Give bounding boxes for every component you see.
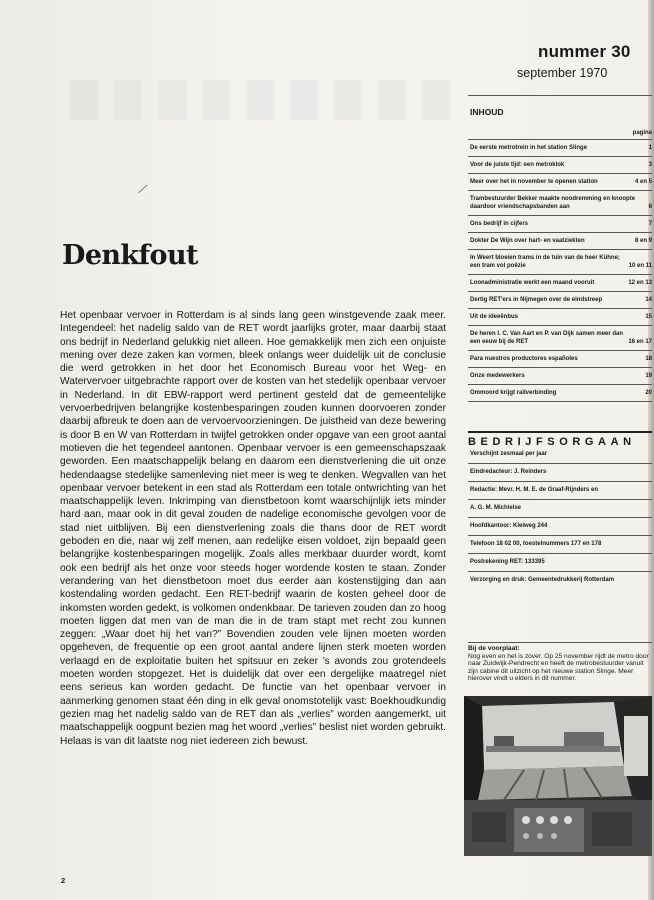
contents-item-page: 8 en 9 (634, 238, 652, 244)
contents-item-title: Onze medewerkers (470, 373, 525, 379)
contents-item (468, 216, 652, 233)
table-of-contents (468, 95, 652, 402)
contents-item-title: In Weert bloeien trams in de tuin van de heer Kühne; een tram vol poëzie (470, 255, 620, 269)
colophon-line: Postrekening RET: 133395 (468, 553, 652, 571)
contents-item-page: 19 (645, 373, 652, 379)
contents-item (468, 275, 652, 292)
caption-text: Nog even en het is zover. Op 25 november rijdt de metro door naar Zuidwijk-Pendrecht en heeft de metrobestuurder vanuit zijn cabine dit uitzicht op het nieuwe station Slinge. Meer hierover vindt u elders in dit nummer. (468, 652, 649, 683)
caption-rule (468, 642, 652, 643)
contents-item-title: Dokter De Wijn over hart- en vaatziekten (470, 238, 585, 244)
contents-item-page: 14 (645, 297, 652, 303)
contents-item (468, 385, 652, 402)
contents-item-title: Uit de ideeënbus (470, 314, 519, 320)
contents-item (468, 368, 652, 385)
contents-item-title: Meer over het in november te openen station (470, 179, 598, 185)
contents-item-page: 3 (648, 162, 652, 168)
contents-item-page: 12 en 13 (628, 280, 652, 286)
colophon-line: Telefoon 18 02 00, toestelnummers 177 en 178 (468, 535, 652, 553)
contents-item (468, 326, 652, 351)
colophon-line: Verzorging en druk: Gemeentedrukkerij Rotterdam (468, 571, 652, 589)
contents-item-page: 10 en 11 (628, 263, 652, 269)
metro-cab-view-image (464, 696, 652, 856)
contents-list (468, 139, 652, 402)
contents-item-title: Dertig RET'ers in Nijmegen over de eindstreep (470, 297, 603, 303)
contents-item (468, 157, 652, 174)
colophon-line: Redactie: Mevr. H. M. E. de Graaf-Rijnders en (468, 481, 652, 499)
cover-photo (464, 696, 652, 856)
colophon-line: A. G. M. Michielse (468, 499, 652, 517)
contents-item (468, 174, 652, 191)
contents-item-page: 4 en 5 (634, 179, 652, 185)
cover-caption (468, 642, 652, 683)
contents-item-title: Para nuestros productores españoles (470, 356, 578, 362)
contents-item-title: Ommoord krijgt railverbinding (470, 390, 557, 396)
contents-item-page: 16 en 17 (628, 339, 652, 345)
contents-item (468, 309, 652, 326)
contents-item (468, 233, 652, 250)
colophon-title: BEDRIJFSORGAAN (468, 431, 652, 450)
colophon (468, 431, 652, 589)
page-column-label: pagina (632, 130, 652, 136)
show-through-print (70, 80, 450, 120)
contents-item-page: 7 (648, 221, 652, 227)
colophon-lines (468, 450, 652, 589)
contents-item-page: 6 (648, 204, 652, 210)
contents-item-title: De heren I. C. Van Aart en P. van Dijk samen meer dan een eeuw bij de RET (470, 331, 624, 345)
colophon-line: Verschijnt zesmaal per jaar (470, 451, 548, 457)
contents-item (468, 140, 652, 157)
contents-item-page: 18 (645, 356, 652, 362)
ink-mark: ╱ (138, 183, 148, 195)
contents-heading: INHOUD (470, 107, 504, 117)
contents-top-rule (468, 95, 652, 96)
contents-item (468, 351, 652, 368)
contents-item-title: De eerste metrotrein in het station Slinge (470, 145, 588, 151)
page-number: 2 (61, 876, 66, 885)
article-body: Het openbaar vervoer in Rotterdam is al sinds lang geen winstgevende zaak meer. Integendeel: het nadelig saldo van de RET wordt jaarlijks groter, maar daarbij staat ons bedrijf in Nederland gelukkig niet alleen. Hoe gemakkelijk men zich een onjuiste mening over deze zaken kan vormen, bleek onlangs weer duidelijk uit de conclusie die werd getrokken in het door het Economisch Bureau voor het Weg- en Watervervoer uitgebrachte rapport over de kosten van het stedelijk openbaar vervoer in Nederland. In dit EBW-rapport werd pertinent gesteld dat de gemeentelijke vervoerbedrijven belangrijke kostenbesparingen zouden kunnen doorvoeren zonder daarbij afbreuk te doen aan de vervoervoorzieningen. De juistheid van deze bewering is door B en W van Rotterdam in twijfel getrokken onder opgave van een groot aantal motieven die het tegendeel aantonen. Openbaar vervoer is een gemeenschapszaak geworden. Een maatschappelijk belang en daarom een dienstverlening die uit onze hedendaagse stedelijke samenleving niet meer is weg te denken. Wegvallen van het openbaar vervoer betekent in een stad als Rotterdam een totale ontwrichting van het maatschappelijk leven. Inkrimping van dienstbetoon komt waarschijnlijk iets minder hard aan, maar ook in dit geval zouden de nadelige economische gevolgen voor de stad niet uitblijven. Bij een dienstverlening zoals die thans door de RET wordt geboden en die, naar wij zelf menen, aan redelijke eisen voldoet, zijn bepaald geen belangrijke kostenbesparingen mogelijk. Zoals alles merkbaar duurder wordt, komt ook een bedrijf als het onze voor steeds hoger wordende kosten te staan. Zonder verandering van het dienstbetoon moet dus eerder aan kostenstijging dan aan kostendaling worden gedacht. Een RET-bedrijf waarin de kosten geheel door de inkomsten worden gedekt, is volkomen ondenkbaar. De tarieven zouden dan zo hoog moeten liggen dat men van de man die in de tram stapt met recht zou kunnen zeggen: „Waar doet hij het van?” Bovendien zouden vele lijnen moeten worden opgeheven, de frequentie op een groot aantal andere lijnen sterk moeten worden verlaagd en de exploitatie buiten het spitsuur en zeker ’s avonds zou grotendeels moeten worden stopgezet. Het is duidelijk dat over een dergelijke maatregel niet eens serieus kan worden gedacht. De functie van het openbaar vervoer in aanmerking genomen staat één ding in elk geval onomstotelijk vast: Boekhoudkundig gezien mag het nadelig saldo van de RET dan als „verlies” worden aangemerkt, uit maatschappelijk oogpunt bezien mag het woord „verlies” beslist niet worden gebruikt. Helaas is van dit laatste nog niet iedereen zich bewust. (60, 310, 446, 747)
colophon-line: Hoofdkantoor: Kleiweg 244 (468, 517, 652, 535)
contents-item-title: Trambestuurder Bekker maakte noodremming en knoopte daardoor vriendschapsbanden aan (470, 196, 636, 210)
contents-item-title: Ons bedrijf in cijfers (470, 221, 529, 227)
issue-number: nummer 30 (538, 42, 631, 61)
article-title: Denkfout (62, 240, 198, 271)
contents-item-page: 15 (645, 314, 652, 320)
contents-item-title: Loonadministratie werkt een maand vooruit (470, 280, 595, 286)
contents-item-page: 1 (648, 145, 652, 151)
contents-item (468, 250, 652, 275)
contents-item (468, 292, 652, 309)
contents-item (468, 191, 652, 216)
caption-heading: Bij de voorplaat: (468, 645, 520, 652)
issue-date: september 1970 (517, 66, 608, 80)
colophon-line: Eindredacteur: J. Reinders (468, 463, 652, 481)
contents-item-title: Voor de juiste tijd: een metroklok (470, 162, 565, 168)
contents-item-page: 20 (645, 390, 652, 396)
